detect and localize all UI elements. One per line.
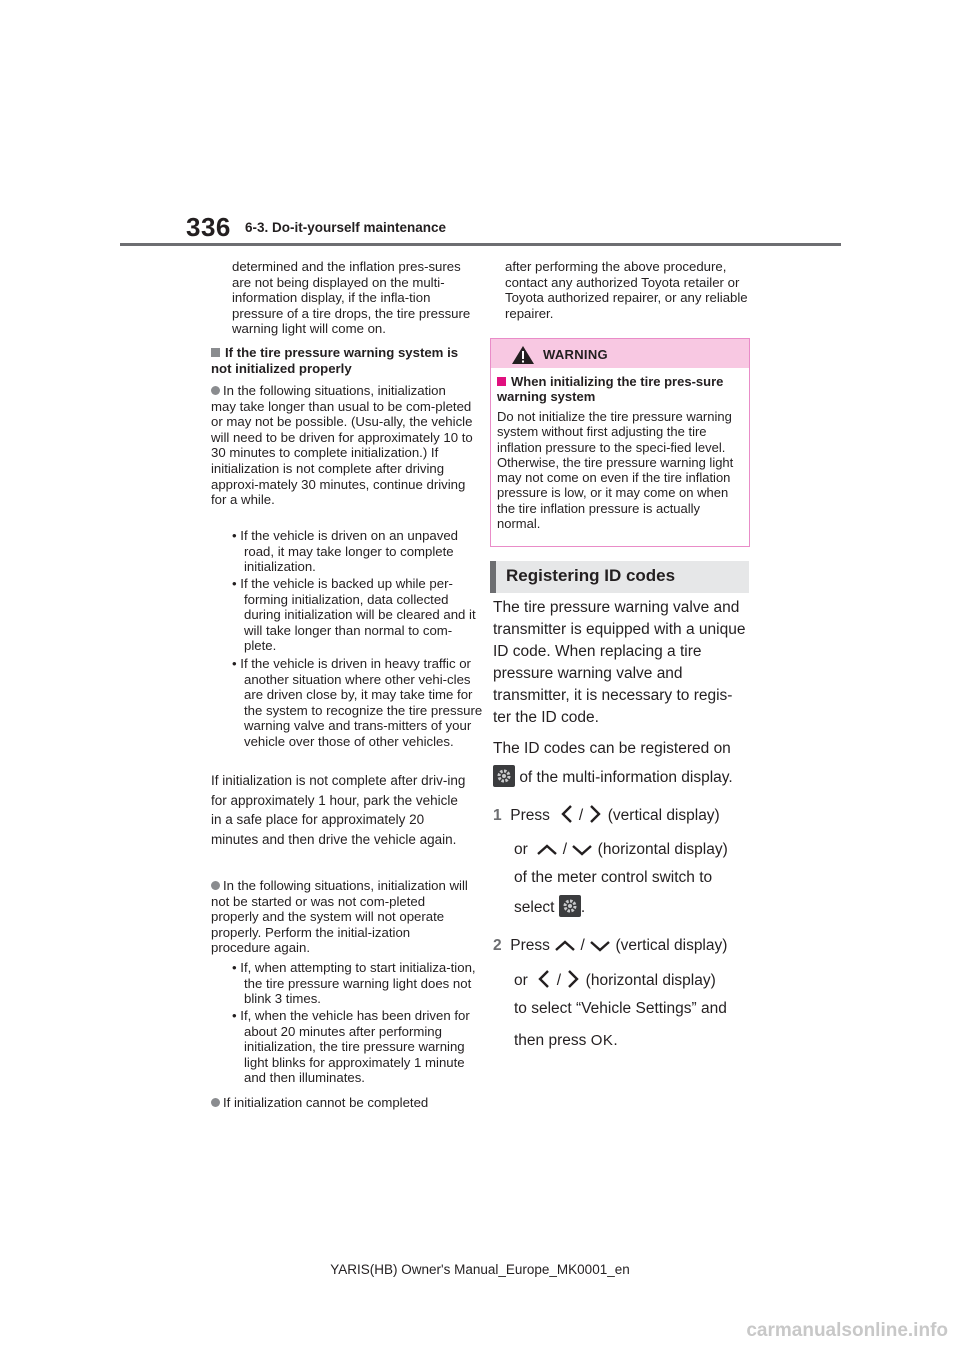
section-title: 6-3. Do-it-yourself maintenance (245, 220, 447, 235)
step-2-line-4 (514, 1030, 764, 1053)
square-bullet-icon (211, 348, 220, 357)
round-bullet-icon (211, 386, 220, 395)
arrow-left-icon (536, 969, 552, 989)
paragraph-text: of the multi-information display. (519, 769, 733, 786)
sub-item-heavy-traffic: • If the vehicle is driven in heavy traffic or another situation where other vehi-cles are driven close by, it may take time for the system to recognize the tire pressure warning valve and trans-mitters of your vehicle over those of other vehicles. (232, 656, 483, 749)
warning-box (490, 338, 750, 547)
step-2-line-3: to select “Vehicle Settings” and (514, 1000, 727, 1017)
sub-item-text: If the vehicle is driven on an unpaved road, it may take longer to complete initialization. (240, 528, 459, 575)
period: . (580, 899, 586, 916)
registering-heading-bar (490, 561, 749, 593)
arrow-left-icon (559, 804, 575, 824)
step-text: Press (510, 807, 550, 824)
arrow-up-icon (536, 842, 558, 858)
step-1-line-2 (514, 839, 764, 862)
warning-body: Do not initialize the tire pressure warning system without first adjusting the tire inflation pressure to the speci-fied level. Otherwise, the tire pressure warning light may not come on even if the tire inflation pressure is low, or it may come on when the tire inflation pressure is actually normal. (497, 409, 734, 532)
step-2-line-1 (493, 935, 763, 958)
square-bullet-icon (497, 377, 506, 386)
bullet-text: In the following situations, initialization may take longer than usual to be com-pleted or may not be possible. (Usu-ally, the vehicle will need to be driven for approximately 10 to 30 minutes to complete initialization.) If initialization is not complete after driving approxi-mately 30 minutes, continue driving for a while. (211, 383, 473, 508)
sub-item-blinks: • If, when the vehicle has been driven for about 20 minutes after performing initialization, the tire pressure warning light blinks for approximately 1 minute and then illuminates. (232, 1008, 470, 1086)
sub-item-not-blink: • If, when attempting to start initializa-tion, the tire pressure warning light does not blink 3 times. (232, 960, 476, 1007)
watermark: carmanualsonline.info (746, 1320, 948, 1341)
step-1-line-3: of the meter control switch to (514, 869, 713, 886)
round-bullet-icon (211, 881, 220, 890)
arrow-right-icon (565, 969, 581, 989)
bullet-cannot-complete (211, 1095, 473, 1111)
heading-not-initialized (211, 345, 473, 376)
warning-heading (497, 374, 743, 404)
footer: YARIS(HB) Owner's Manual_Europe_MK0001_en (330, 1262, 630, 1277)
step-1-line-4 (514, 895, 764, 920)
step-1-line-1 (493, 804, 763, 828)
gear-icon (493, 765, 515, 787)
arrow-up-icon (554, 938, 576, 954)
gear-icon (559, 895, 581, 917)
step-2-line-2 (514, 969, 764, 993)
arrow-right-icon (587, 804, 603, 824)
arrow-down-icon (589, 938, 611, 954)
step-text: select (514, 899, 555, 916)
sub-item-backed-up: • If the vehicle is backed up while per-forming initialization, data collected during initialization will be cleared and it will take longer than normal to com-plete. (232, 576, 476, 654)
round-bullet-icon (211, 1098, 220, 1107)
continued-paragraph: after performing the above procedure, contact any authorized Toyota retailer or Toyota authorized repairer, or any reliable repairer. (505, 259, 748, 321)
step-text: or (514, 841, 528, 858)
paragraph-park-vehicle: If initialization is not complete after driv-ing for approximately 1 hour, park the vehicle in a safe place for approximately 20 minutes and then drive the vehicle again. (211, 773, 466, 847)
warning-triangle-icon (511, 345, 535, 365)
sub-item-unpaved: • If the vehicle is driven on an unpaved road, it may take longer to complete initialization. (232, 528, 459, 575)
heading-text: If the tire pressure warning system is not initialized properly (211, 345, 459, 376)
step-number: 1 (493, 807, 502, 824)
step-text: then press (514, 1032, 587, 1049)
page-number: 336 (186, 212, 231, 242)
step-number: 2 (493, 937, 502, 954)
registering-paragraph-2b (493, 765, 753, 790)
step-text: or (514, 972, 528, 989)
step-text: (horizontal display) (597, 841, 728, 858)
arrow-down-icon (571, 842, 593, 858)
bullet-text: If initialization cannot be completed (223, 1095, 429, 1110)
bullet-not-started (211, 878, 473, 956)
sub-item-text: If, when attempting to start initializa-tion, the tire pressure warning light does not blink 3 times. (240, 960, 476, 1007)
registering-heading: Registering ID codes (506, 566, 676, 585)
bullet-text: In the following situations, initialization will not be started or was not com-pleted properly and the system will not operate properly. Perform the initial-ization procedure again. (211, 878, 468, 956)
registering-paragraph-2a: The ID codes can be registered on (493, 740, 731, 757)
slash: / (578, 807, 584, 824)
sub-item-text: If, when the vehicle has been driven for about 20 minutes after performing initialization, the tire pressure warning light blinks for approximately 1 minute and then illuminates. (240, 1008, 470, 1086)
warning-label: WARNING (543, 347, 608, 362)
header-rule (120, 243, 841, 246)
step-text: (horizontal display) (585, 972, 716, 989)
step-text: (vertical display) (615, 937, 728, 954)
warning-header (491, 339, 749, 368)
registering-paragraph: The tire pressure warning valve and transmitter is equipped with a unique ID code. When replacing a tire pressure warning valve and transmitter, it is necessary to regis-ter the ID code. (493, 599, 746, 726)
sub-item-text: If the vehicle is driven in heavy traffic or another situation where other vehi-cles are driven close by, it may take time for the system to recognize the tire pressure warning valve and trans-mitters of your vehicle over those of other vehicles. (240, 656, 483, 749)
slash: / (580, 937, 585, 954)
step-text: Press (510, 937, 550, 954)
slash: / (556, 972, 562, 989)
slash: / (562, 841, 568, 858)
warning-heading-text: When initializing the tire pres-sure warning system (497, 374, 724, 404)
ok-button-glyph: OK (590, 1032, 614, 1049)
bullet-initialization-longer (211, 383, 473, 508)
sub-item-text: If the vehicle is backed up while per-forming initialization, data collected during initialization will be cleared and it will take longer than normal to com-plete. (240, 576, 476, 654)
period: . (613, 1032, 618, 1049)
step-text: (vertical display) (607, 807, 720, 824)
intro-paragraph: determined and the inflation pres-sures are not being displayed on the multi-information display, if the infla-tion pressure of a tire drops, the tire pressure warning light will come on. (232, 259, 471, 337)
